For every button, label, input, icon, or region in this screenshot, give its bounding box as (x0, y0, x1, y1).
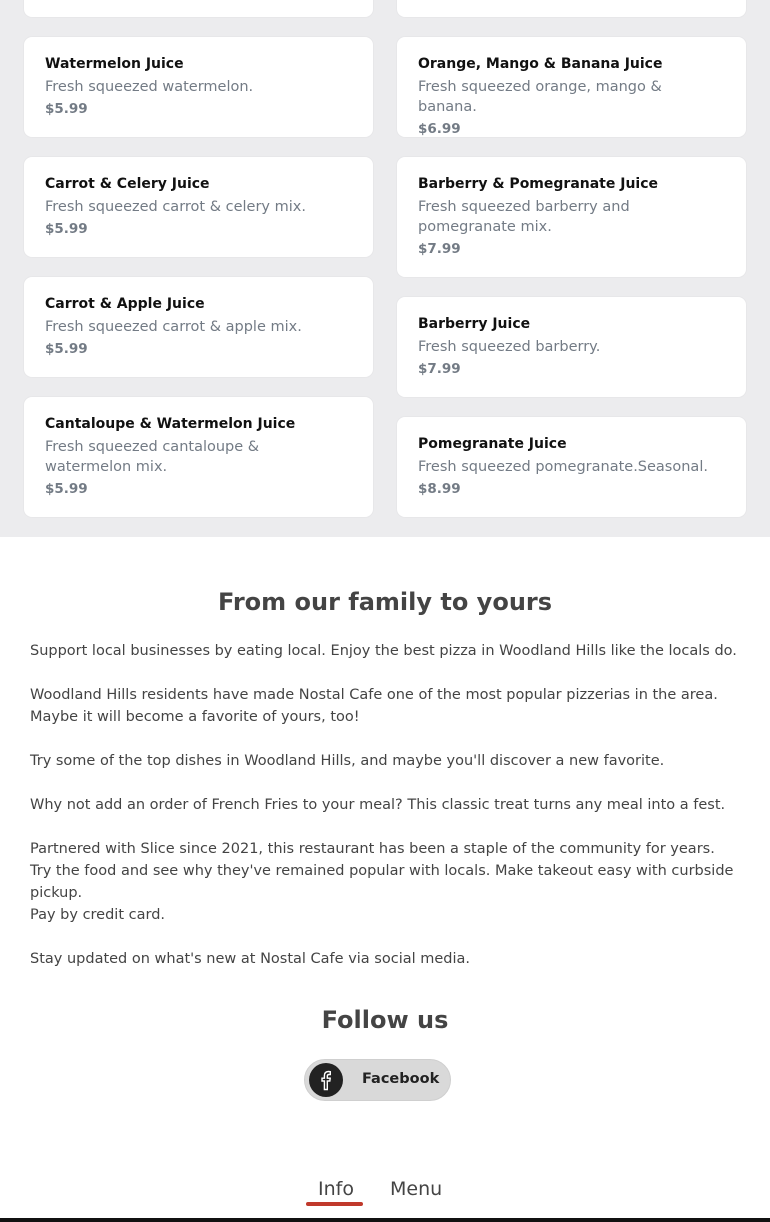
menu-item-card[interactable] (24, 397, 373, 517)
menu-item-price: $7.99 (418, 361, 461, 377)
facebook-icon (309, 1063, 343, 1097)
menu-item-description: Fresh squeezed cantaloupe & watermelon mix. (45, 439, 260, 475)
about-paragraph: Support local businesses by eating local. Enjoy the best pizza in Woodland Hills like the locals do. (30, 643, 737, 659)
menu-item-name: Pomegranate Juice (418, 436, 567, 452)
menu-item-description: Fresh squeezed carrot & apple mix. (45, 319, 302, 335)
tab-menu[interactable]: Menu (390, 1178, 443, 1200)
about-title: From our family to yours (217, 588, 553, 616)
menu-item-price: $5.99 (45, 481, 88, 497)
menu-item-description: Fresh squeezed barberry. (418, 339, 601, 355)
about-paragraph: Stay updated on what's new at Nostal Cafe via social media. (30, 951, 471, 967)
menu-item-price: $5.99 (45, 221, 88, 237)
menu-item-price: $5.99 (45, 101, 88, 117)
follow-us-title: Follow us (321, 1006, 449, 1034)
about-paragraph: Why not add an order of French Fries to your meal? This classic treat turns any meal into a fest. (30, 797, 726, 813)
bottom-border (0, 1218, 770, 1222)
menu-item-name: Carrot & Apple Juice (45, 296, 205, 312)
menu-item-card-partial[interactable] (397, 0, 746, 17)
active-tab-indicator (306, 1202, 363, 1206)
menu-item-name: Orange, Mango & Banana Juice (418, 56, 663, 72)
menu-item-card-partial[interactable] (24, 0, 373, 17)
menu-item-name: Barberry Juice (418, 316, 531, 332)
tab-info[interactable]: Info (318, 1178, 354, 1200)
menu-item-description: Fresh squeezed watermelon. (45, 79, 254, 95)
menu-item-description: Fresh squeezed orange, mango & banana. (418, 79, 662, 115)
menu-item-name: Carrot & Celery Juice (45, 176, 210, 192)
menu-item-price: $8.99 (418, 481, 461, 497)
menu-item-name: Barberry & Pomegranate Juice (418, 176, 659, 192)
menu-item-card[interactable] (397, 37, 746, 137)
about-paragraph: Pay by credit card. (30, 907, 166, 923)
menu-item-card[interactable] (24, 277, 373, 377)
facebook-button[interactable] (304, 1059, 451, 1101)
menu-item-card[interactable] (24, 157, 373, 257)
menu-item-card[interactable] (24, 37, 373, 137)
menu-section (0, 0, 770, 537)
about-section (30, 586, 740, 967)
menu-item-name: Cantaloupe & Watermelon Juice (45, 416, 296, 432)
facebook-label: Facebook (362, 1071, 440, 1087)
about-paragraph: Try some of the top dishes in Woodland Hills, and maybe you'll discover a new favorite. (30, 753, 665, 769)
menu-item-card[interactable] (397, 157, 746, 277)
menu-item-price: $5.99 (45, 341, 88, 357)
menu-item-card[interactable] (397, 417, 746, 517)
menu-item-card[interactable] (397, 297, 746, 397)
about-paragraph: Partnered with Slice since 2021, this restaurant has been a staple of the community for years. Try the food and see why they've remained popular with locals. Make takeout easy with curbside pickup. (30, 841, 734, 901)
menu-item-price: $7.99 (418, 241, 461, 257)
menu-item-description: Fresh squeezed carrot & celery mix. (45, 199, 306, 215)
about-paragraph: Woodland Hills residents have made Nostal Cafe one of the most popular pizzerias in the area. Maybe it will become a favorite of yours, too! (30, 687, 718, 725)
menu-item-description: Fresh squeezed pomegranate.Seasonal. (418, 459, 708, 475)
menu-item-price: $6.99 (418, 121, 461, 137)
menu-item-name: Watermelon Juice (45, 56, 184, 72)
menu-item-description: Fresh squeezed barberry and pomegranate mix. (418, 199, 630, 235)
